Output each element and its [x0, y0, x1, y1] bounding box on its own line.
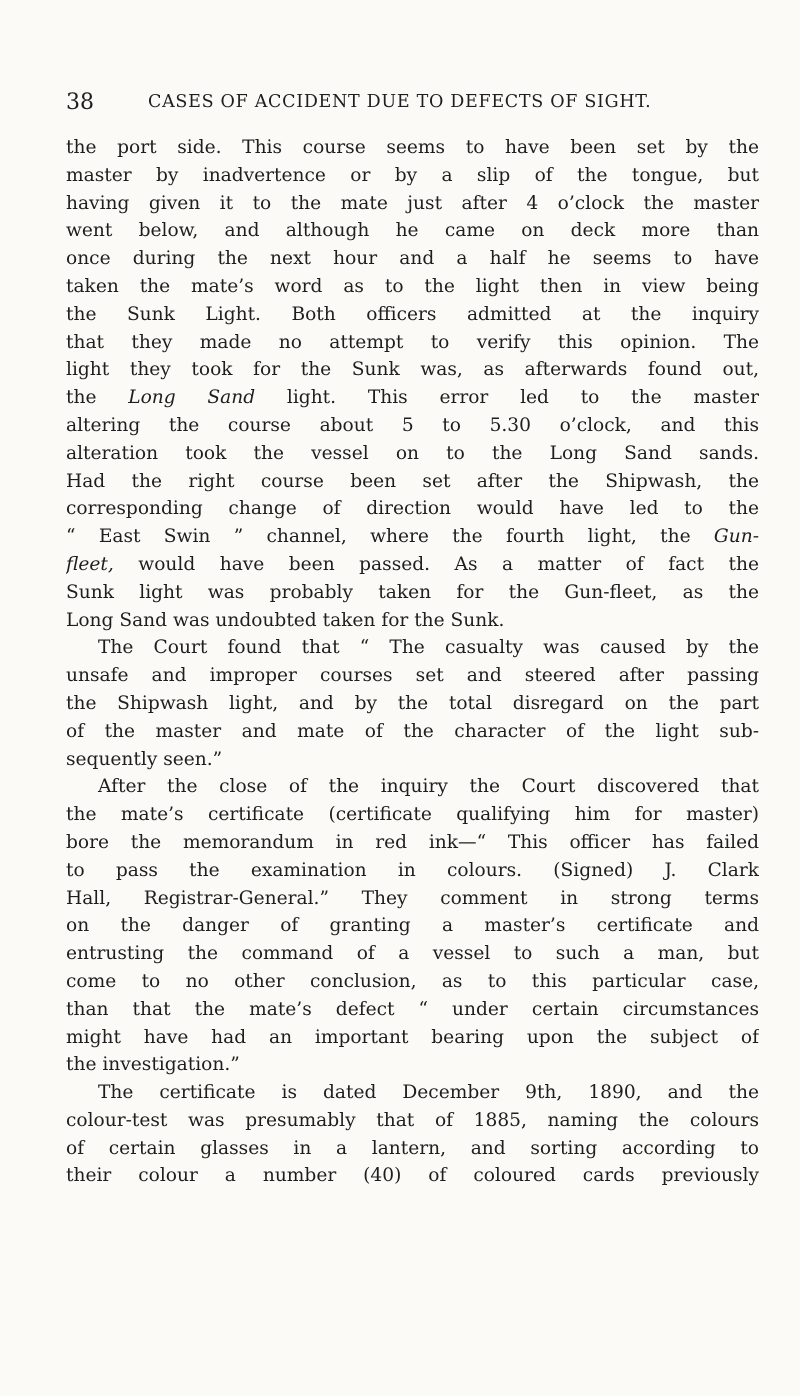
- text-line: corresponding change of direction would have led to the: [66, 498, 759, 520]
- text-line: bore the memorandum in red ink—“ This officer has failed: [66, 831, 759, 853]
- text-run: “ East Swin ” channel, where the fourth light, the: [66, 526, 714, 548]
- page-number: 38: [66, 90, 94, 115]
- text-line: Long Sand was undoubted taken for the Sunk.: [66, 609, 505, 631]
- text-line: that they made no attempt to verify this opinion. The: [66, 331, 759, 353]
- text-run: light. This error led to the master: [255, 387, 759, 409]
- text-line: After the close of the inquiry the Court discovered that: [98, 776, 759, 798]
- text-line: [66, 523, 759, 551]
- text-line: of the master and mate of the character of the light sub-: [66, 720, 759, 742]
- text-line: of certain glasses in a lantern, and sorting according to: [66, 1137, 759, 1159]
- text-run: would have been passed. As a matter of fact the: [113, 553, 759, 575]
- text-line: [66, 384, 759, 412]
- text-line: Had the right course been set after the Shipwash, the: [66, 470, 759, 492]
- text-line: altering the course about 5 to 5.30 o’clock, and this: [66, 414, 759, 436]
- text-line: once during the next hour and a half he seems to have: [66, 248, 759, 270]
- text-line: come to no other conclusion, as to this particular case,: [66, 970, 759, 992]
- text-line: [66, 551, 759, 579]
- text-line: the Sunk Light. Both officers admitted at the inquiry: [66, 303, 759, 325]
- text-line: sequently seen.”: [66, 748, 223, 770]
- italic-text-run: Long Sand: [128, 387, 256, 409]
- text-line: on the danger of granting a master’s certificate and: [66, 915, 759, 937]
- body-text: [66, 134, 759, 1190]
- text-run: the: [66, 387, 129, 409]
- text-line: unsafe and improper courses set and steered after passing: [66, 665, 759, 687]
- text-line: the Shipwash light, and by the total disregard on the part: [66, 692, 759, 714]
- text-line: alteration took the vessel on to the Long Sand sands.: [66, 442, 759, 464]
- text-line: taken the mate’s word as to the light then in view being: [66, 275, 759, 297]
- text-line: light they took for the Sunk was, as afterwards found out,: [66, 359, 759, 381]
- text-line: went below, and although he came on deck more than: [66, 220, 759, 242]
- text-line: Sunk light was probably taken for the Gun-fleet, as the: [66, 581, 759, 603]
- text-line: the port side. This course seems to have been set by the: [66, 137, 759, 158]
- text-line: master by inadvertence or by a slip of the tongue, but: [66, 164, 759, 186]
- page-header: [66, 90, 766, 120]
- text-line: Hall, Registrar-General.” They comment in strong terms: [66, 887, 759, 909]
- text-line: the investigation.”: [66, 1054, 240, 1076]
- text-line: colour-test was presumably that of 1885, naming the colours: [66, 1109, 759, 1131]
- text-line: The Court found that “ The casualty was caused by the: [98, 637, 759, 659]
- running-head: CASES OF ACCIDENT DUE TO DEFECTS OF SIGHT.: [148, 92, 652, 112]
- text-line: The certificate is dated December 9th, 1890, and the: [98, 1082, 759, 1104]
- italic-text-run: fleet,: [66, 553, 114, 575]
- text-line: the mate’s certificate (certificate qualifying him for master): [66, 804, 759, 826]
- text-line: entrusting the command of a vessel to such a man, but: [66, 943, 759, 965]
- italic-text-run: Gun-: [713, 526, 759, 548]
- text-line: might have had an important bearing upon the subject of: [66, 1026, 759, 1048]
- text-line: their colour a number (40) of coloured cards previously: [66, 1165, 759, 1187]
- text-line: than that the mate’s defect “ under certain circumstances: [66, 998, 759, 1020]
- text-line: having given it to the mate just after 4 o’clock the master: [66, 192, 759, 214]
- text-line: to pass the examination in colours. (Signed) J. Clark: [66, 859, 759, 881]
